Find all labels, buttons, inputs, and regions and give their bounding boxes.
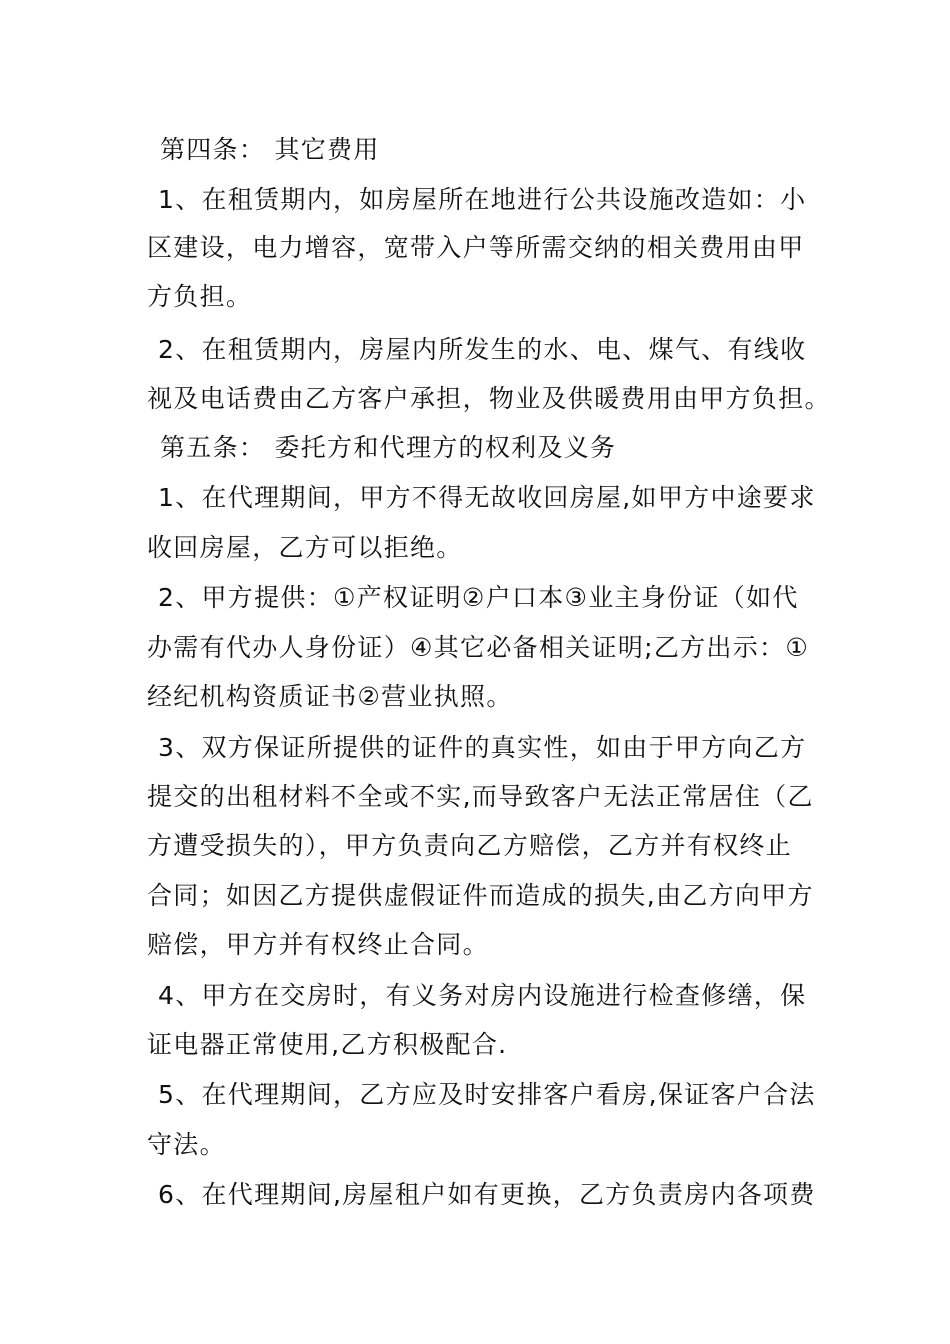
clause-line: 经纪机构资质证书②营业执照。 [147,682,513,711]
clause-line: 守法。 [147,1130,226,1159]
clause-line: 5、在代理期间，乙方应及时安排客户看房,保证客户合法 [158,1080,816,1109]
clause-line: 证电器正常使用,乙方积极配合. [147,1030,508,1059]
clause-line: 3、双方保证所提供的证件的真实性，如由于甲方向乙方 [158,733,807,762]
section-heading-article-4: 第四条： 其它费用 [160,135,380,164]
clause-line: 6、在代理期间,房屋租户如有更换，乙方负责房内各项费 [158,1180,816,1209]
clause-line: 4、甲方在交房时，有义务对房内设施进行检查修缮，保 [158,981,807,1010]
clause-line: 合同；如因乙方提供虚假证件而造成的损失,由乙方向甲方 [147,881,814,910]
clause-line: 1、在代理期间，甲方不得无故收回房屋,如甲方中途要求 [158,483,816,512]
clause-line: 区建设，电力增容，宽带入户等所需交纳的相关费用由甲 [147,233,805,262]
clause-line: 收回房屋，乙方可以拒绝。 [147,533,463,562]
clause-line: 方负担。 [147,282,253,311]
section-heading-article-5: 第五条： 委托方和代理方的权利及义务 [160,433,617,462]
clause-line: 提交的出租材料不全或不实,而导致客户无法正常居住（乙 [147,782,814,811]
clause-line: 赔偿，甲方并有权终止合同。 [147,930,489,959]
clause-line: 2、甲方提供：①产权证明②户口本③业主身份证（如代 [158,583,799,612]
clause-line: 方遭受损失的），甲方负责向乙方赔偿，乙方并有权终止 [147,831,793,860]
clause-line: 视及电话费由乙方客户承担，物业及供暖费用由甲方负担。 [147,384,831,413]
clause-line: 1、在租赁期内，如房屋所在地进行公共设施改造如：小 [158,185,807,214]
clause-line: 2、在租赁期内，房屋内所发生的水、电、煤气、有线收 [158,335,807,364]
clause-line: 办需有代办人身份证）④其它必备相关证明;乙方出示：① [147,633,810,662]
